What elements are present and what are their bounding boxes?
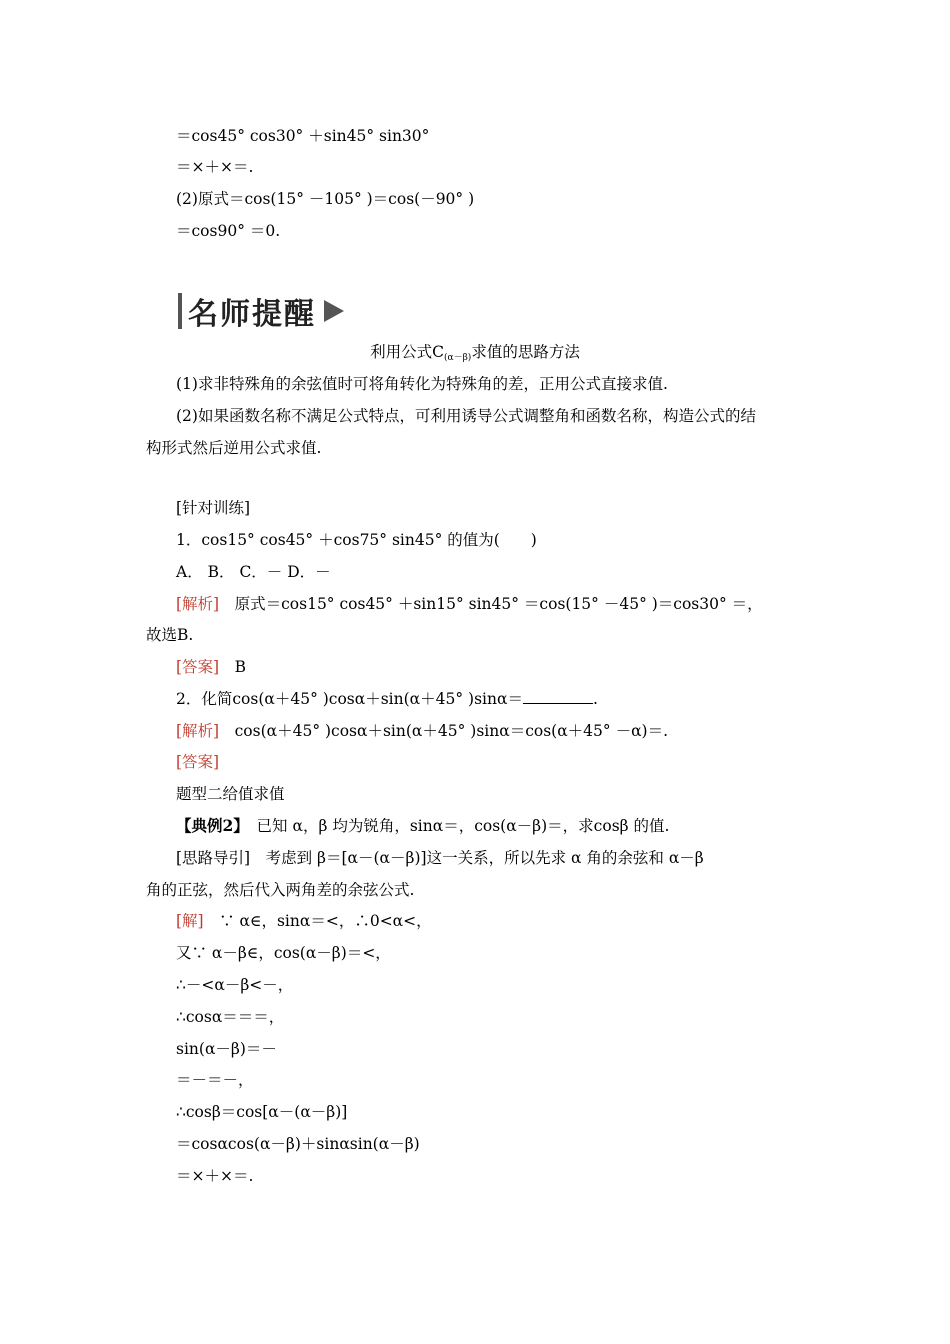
analysis-line: [解析] cos(α＋45° )cosα＋sin(α＋45° )sinα＝cos(α＋45° －α)＝. (176, 722, 669, 740)
tip-heading: 利用公式$C_{(\alpha-\beta)}$求值的思路方法 (370, 343, 580, 363)
solution-tag: [解] (176, 912, 204, 930)
analysis-tag: [解析] (176, 595, 220, 613)
equation-line: (2)原式＝cos(15° －105° )＝cos(－90° ) (176, 190, 475, 208)
analysis-line: 故选B. (146, 626, 194, 644)
tip-paragraph: 构形式然后逆用公式求值. (146, 439, 322, 457)
solution-line: ＝×＋×＝. (176, 1167, 254, 1185)
analysis-tag: [解析] (176, 722, 220, 740)
equation-line: ＝cos90° ＝0. (176, 222, 281, 240)
example-tag: 【典例2】 (176, 816, 242, 835)
solution-line: ＝－＝－， (176, 1071, 254, 1089)
answer-blank[interactable] (523, 689, 593, 704)
solution-line: sin(α－β)＝－ (176, 1040, 277, 1058)
question-1-options: A． B． C．－ D．－ (176, 563, 331, 581)
answer-tag: [答案] (176, 658, 220, 676)
banner-bar (178, 293, 182, 329)
guide-line: [思路导引] 考虑到 β＝[α－(α－β)]这一关系，所以先求 α 角的余弦和 α－β (176, 849, 704, 867)
solution-line: [解] ∵ α∈，sinα＝<，∴0<α<， (176, 912, 432, 930)
practice-label: [针对训练] (176, 499, 251, 517)
play-triangle-icon (324, 300, 344, 322)
example-line: 【典例2】 已知 α，β 均为锐角，sinα＝，cos(α－β)＝，求cosβ 的值. (176, 816, 670, 835)
question-1: 1．cos15° cos45° ＋cos75° sin45° 的值为( ) (176, 531, 537, 549)
section-title: 题型二给值求值 (176, 785, 285, 803)
answer-line: [答案] B (176, 658, 246, 676)
solution-line: ∴cosα＝＝＝， (176, 1008, 285, 1026)
solution-line: ＝cosαcos(α－β)＋sinαsin(α－β) (176, 1135, 420, 1153)
guide-line: 角的正弦，然后代入两角差的余弦公式. (146, 881, 415, 899)
solution-line: ∴－<α－β<－， (176, 976, 294, 994)
tip-paragraph: (1)求非特殊角的余弦值时可将角转化为特殊角的差，正用公式直接求值. (176, 375, 668, 393)
guide-tag: [思路导引] (176, 849, 251, 867)
tip-paragraph: (2)如果函数名称不满足公式特点，可利用诱导公式调整角和函数名称，构造公式的结 (176, 407, 756, 425)
answer-tag: [答案] (176, 753, 220, 771)
solution-line: ∴cosβ＝cos[α－(α－β)] (176, 1103, 348, 1121)
tip-banner (178, 291, 344, 331)
analysis-line: [解析] 原式＝cos15° cos45° ＋sin15° sin45° ＝cos(15° －45° )＝cos30° ＝， (176, 595, 763, 613)
banner-title: 名师提醒 (188, 297, 316, 332)
answer-line (176, 752, 219, 772)
equation-line: ＝×＋×＝. (176, 158, 254, 176)
equation-line: ＝cos45° cos30° ＋sin45° sin30° (176, 127, 430, 145)
solution-line: 又∵ α－β∈，cos(α－β)＝<， (176, 944, 391, 962)
question-2: 2．化简cos(α＋45° )cosα＋sin(α＋45° )sinα＝ . (176, 690, 598, 708)
